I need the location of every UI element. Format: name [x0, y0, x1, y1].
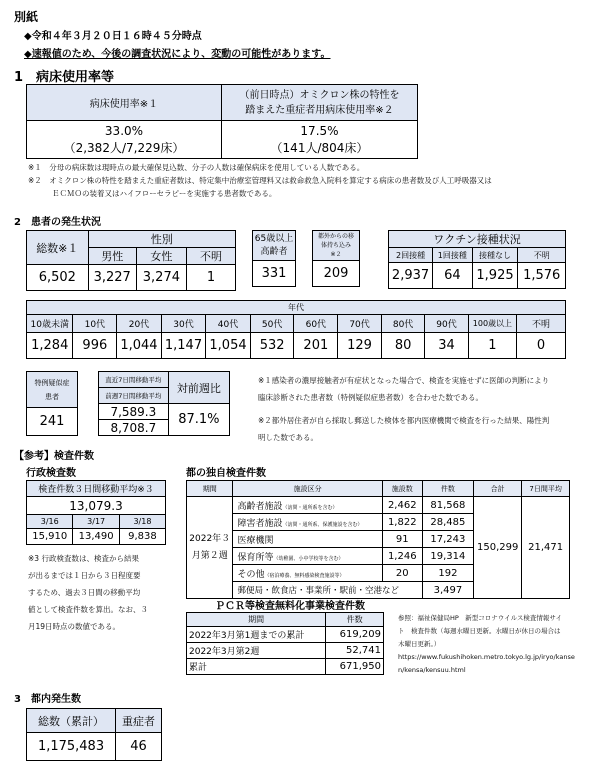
tokyo-category-name: 保育所等 [237, 552, 274, 563]
tokyo-category-sub: （訪問・通所系を含む） [282, 504, 338, 511]
age-header: 10歳未満 [27, 315, 73, 333]
tokyo-period [187, 497, 233, 599]
sec1-note2a: ※２ オミクロン株の特性を踏まえた重症者数は、特定集中治療室管理料又は救命救急入院料を算定する病床の患者数及び人工呼吸器又は [28, 176, 492, 185]
tokyo-count: 81,568 [422, 497, 473, 514]
severe-bed-usage-rate: 17.5% [300, 123, 339, 138]
section2-heading: 2 患者の発生状況 [14, 217, 101, 228]
bed-usage-table [26, 84, 418, 159]
vac-header-unknown: 不明 [518, 248, 566, 263]
source-line: 参照：福祉保健局HP 新型コロナウイルス検査情報サイ [398, 614, 562, 622]
male-label: 男性 [88, 248, 136, 265]
pcr-header-period: 期間 [187, 613, 326, 627]
age-header: 80代 [381, 315, 424, 333]
moving-average-table [98, 371, 230, 436]
age-header: 90代 [425, 315, 468, 333]
elderly-label [253, 231, 296, 261]
pcr-test-table [186, 612, 384, 675]
pcr-count: 619,209 [326, 627, 384, 643]
tokyo-period-line1: 2022年３ [189, 533, 231, 544]
female-label: 女性 [136, 248, 186, 265]
age-value: 532 [250, 333, 294, 359]
special-label-line2: 患者 [45, 392, 59, 401]
travel-label-line1: 都外からの移 [317, 233, 354, 240]
tokyo-header-total: 合計 [474, 481, 522, 497]
severe-header-line2: 踏まえた重症者用病床使用率※２ [245, 104, 394, 116]
vac-header-none: 接種なし [472, 248, 518, 263]
severe-bed-usage-detail: （141人/804床） [270, 140, 369, 155]
female-value: 3,274 [136, 265, 186, 291]
total-value: 6,502 [27, 265, 89, 291]
pcr-row [187, 643, 384, 659]
tokyo-category [233, 548, 382, 565]
tokyo-facilities: 20 [382, 565, 422, 582]
vaccine-label: ワクチン接種状況 [389, 231, 566, 248]
admin-avg-value: 13,079.3 [27, 497, 166, 515]
age-value: 1,044 [117, 333, 162, 359]
elderly-label-line2: 高齢者 [260, 246, 288, 257]
age-value-row [27, 333, 566, 359]
pcr-count: 671,950 [326, 659, 384, 675]
total-label: 総数※１ [27, 231, 89, 265]
bed-usage-detail: （2,382人/7,229床） [63, 140, 185, 155]
bed-usage-value-cell [27, 121, 222, 159]
admin-date: 3/18 [119, 515, 165, 529]
tokyo-row [187, 497, 570, 514]
patient-sex-table [26, 230, 236, 291]
special-label-line1: 特例疑似症 [34, 378, 70, 387]
admin-note-line: 値として検査件数を算出。なお、３ [28, 605, 148, 614]
admin-note-line: が出るまでは１日から３日程度要 [28, 571, 141, 580]
source-note [398, 612, 575, 677]
age-header: 10代 [73, 315, 117, 333]
tokyo-facilities: 91 [382, 531, 422, 548]
age-header: 50代 [250, 315, 294, 333]
timestamp-line: ◆令和４年３月２０日１６時４５分時点 [24, 31, 202, 42]
age-value: 1 [468, 333, 516, 359]
tokyo-category: 郵便局・飲食店・事業所・駅前・空港など [233, 582, 422, 599]
age-value: 1,284 [27, 333, 73, 359]
admin-avg-label: 検査件数３日間移動平均※３ [27, 481, 166, 497]
severe-label: 重症者 [116, 709, 162, 733]
tokyo-category-sub: （訪問・通所系、保護施設を含む） [282, 521, 363, 528]
tokyo-header-period: 期間 [187, 481, 233, 497]
admin-date: 3/17 [73, 515, 119, 529]
source-line: ト 検査件数（毎週水曜日更新。水曜日が休日の場合は [398, 627, 561, 635]
age-header: 40代 [206, 315, 251, 333]
sex-unknown-value: 1 [186, 265, 235, 291]
reference-heading: 【参考】検査件数 [14, 451, 94, 462]
severe-value: 46 [116, 733, 162, 761]
pcr-period: 累計 [187, 659, 326, 675]
cumulative-total-label: 総数（累計） [27, 709, 116, 733]
severe-header-line1: （前日時点）オミクロン株の特性を [239, 89, 400, 101]
admin-note-line: するため、過去３日間の移動平均 [28, 588, 141, 597]
age-header: 70代 [338, 315, 382, 333]
tokyo-header-category: 施設区分 [233, 481, 382, 497]
sec1-note2b: ＥＣＭＯの装着又はハイフローセラピーを実施する患者数である。 [52, 189, 277, 198]
admin-daily-value: 15,910 [27, 529, 73, 545]
pcr-count: 52,741 [326, 643, 384, 659]
special-suspected-table [26, 371, 78, 436]
age-value: 80 [381, 333, 424, 359]
sec2-note1a: ※１感染者の濃厚接触者が有症状となった場合で、検査を実施せずに医師の判断により [258, 376, 550, 385]
sex-label: 性別 [88, 231, 235, 248]
tokyo-count: 192 [422, 565, 473, 582]
travel-label-line2: 体持ち込み [320, 242, 351, 249]
age-header: 60代 [294, 315, 338, 333]
vac-header-2dose: 2回接種 [389, 248, 433, 263]
avg-value-previous: 8,708.7 [99, 420, 169, 436]
age-value: 129 [338, 333, 382, 359]
tokyo-facilities: 2,462 [382, 497, 422, 514]
special-suspected-label [27, 372, 78, 408]
tokyo-header-count: 件数 [422, 481, 473, 497]
age-value: 1,054 [206, 333, 251, 359]
pcr-header-count: 件数 [326, 613, 384, 627]
sex-unknown-label: 不明 [186, 248, 235, 265]
severe-bed-usage-header [221, 85, 417, 121]
tokyo-header-avg: 7日間平均 [522, 481, 570, 497]
tokyo-category [233, 565, 382, 582]
admin-daily-value: 13,490 [73, 529, 119, 545]
tokyo-category-sub: （宿泊療養、無料感染検査施設等） [264, 572, 345, 579]
travel-label [313, 231, 360, 261]
tokyo-facilities: 1,822 [382, 514, 422, 531]
tokyo-count: 17,243 [422, 531, 473, 548]
travel-table [312, 230, 360, 287]
vac-header-1dose: 1回接種 [433, 248, 473, 263]
age-value: 34 [425, 333, 468, 359]
special-suspected-value: 241 [27, 408, 78, 436]
admin-date: 3/16 [27, 515, 73, 529]
tokyo-count: 28,485 [422, 514, 473, 531]
age-label: 年代 [27, 301, 566, 315]
vac-value-2dose: 2,937 [389, 263, 433, 289]
admin-note [28, 550, 148, 635]
tokyo-category-name: その他 [237, 569, 265, 580]
sec2-note1b: 臨床診断された患者数（特例疑似症患者数）を合わせた数である。 [258, 393, 483, 402]
elderly-value: 331 [253, 261, 296, 287]
admin-daily-value: 9,838 [119, 529, 165, 545]
pcr-row [187, 627, 384, 643]
section3-heading: 3 都内発生数 [14, 694, 81, 705]
age-value: 996 [73, 333, 117, 359]
tokyo-category [233, 514, 382, 531]
tokyo-test-heading: 都の独自検査件数 [186, 468, 266, 479]
tokyo-category-name: 障害者施設 [237, 518, 283, 529]
elderly-table [252, 230, 296, 287]
age-value: 0 [517, 333, 566, 359]
admin-test-table [26, 480, 166, 545]
avg-value-current: 7,589.3 [99, 404, 169, 420]
source-url[interactable]: n/kensa/kensuu.html [398, 666, 466, 674]
age-value: 201 [294, 333, 338, 359]
tokyo-header-row [187, 481, 570, 497]
attachment-title: 別紙 [14, 10, 39, 24]
tokyo-test-table [186, 480, 570, 599]
tokyo-seven-day-avg: 21,471 [522, 497, 570, 599]
age-table [26, 300, 566, 359]
cumulative-table [26, 708, 162, 761]
age-header: 20代 [117, 315, 162, 333]
tokyo-category-sub: （幼稚園、小中学校等を含む） [273, 555, 344, 562]
age-header: 不明 [517, 315, 566, 333]
source-line: 木曜日更新。） [398, 640, 441, 648]
age-header: 100歳以上 [468, 315, 516, 333]
admin-note-line: 月19日時点の数値である。 [28, 622, 121, 631]
section1-heading: 1 病床使用率等 [14, 70, 115, 85]
admin-test-heading: 行政検査数 [26, 468, 76, 479]
sec2-notes [258, 372, 549, 446]
travel-value: 209 [313, 261, 360, 287]
sec2-note2a: ※２都外居住者が自ら採取し郵送した検体を都内医療機関で検査を行った結果、陽性判 [258, 416, 550, 425]
tokyo-category [233, 497, 382, 514]
tokyo-count: 19,314 [422, 548, 473, 565]
avg-label-previous: 前週7日間移動平均 [99, 388, 169, 404]
pcr-period: 2022年3月第1週までの累計 [187, 627, 326, 643]
ratio-label: 対前週比 [168, 372, 229, 404]
ratio-value: 87.1% [168, 404, 229, 436]
bed-usage-header: 病床使用率※１ [27, 85, 222, 121]
tokyo-count: 3,497 [422, 582, 473, 599]
admin-note-line: ※3 行政検査数は、検査から結果 [28, 554, 139, 563]
pcr-test-heading: ＰＣＲ等検査無料化事業検査件数 [215, 601, 365, 612]
tokyo-category-name: 医療機関 [237, 535, 274, 546]
tokyo-header-facilities: 施設数 [382, 481, 422, 497]
avg-label-current: 直近7日間移動平均 [99, 372, 169, 388]
disclaimer-line: ◆速報値のため、今後の調査状況により、変動の可能性があります。 [24, 49, 331, 60]
sec2-note2b: 明した数である。 [258, 433, 318, 442]
severe-bed-usage-value-cell [221, 121, 417, 159]
travel-label-line3: ※２ [330, 251, 342, 258]
tokyo-category [233, 531, 382, 548]
sec1-note1: ※１ 分母の病床数は現時点の最大確保見込数、分子の人数は確保病床を使用している人数である。 [28, 163, 365, 172]
vaccine-table [388, 230, 566, 289]
pcr-row [187, 659, 384, 675]
tokyo-period-line2: 月第２週 [191, 550, 228, 561]
vac-value-1dose: 64 [433, 263, 473, 289]
elderly-label-line1: 65歳以上 [254, 233, 294, 244]
vac-value-unknown: 1,576 [518, 263, 566, 289]
tokyo-category-name: 高齢者施設 [237, 501, 283, 512]
age-header: 30代 [161, 315, 206, 333]
vac-value-none: 1,925 [472, 263, 518, 289]
cumulative-total-value: 1,175,483 [27, 733, 116, 761]
tokyo-total: 150,299 [474, 497, 522, 599]
male-value: 3,227 [88, 265, 136, 291]
tokyo-facilities: 1,246 [382, 548, 422, 565]
bed-usage-rate: 33.0% [104, 123, 144, 138]
age-header-row [27, 315, 566, 333]
source-url[interactable]: https://www.fukushihoken.metro.tokyo.lg.jp/iryo/kanse [398, 653, 575, 661]
pcr-period: 2022年3月第2週 [187, 643, 326, 659]
age-value: 1,147 [161, 333, 206, 359]
